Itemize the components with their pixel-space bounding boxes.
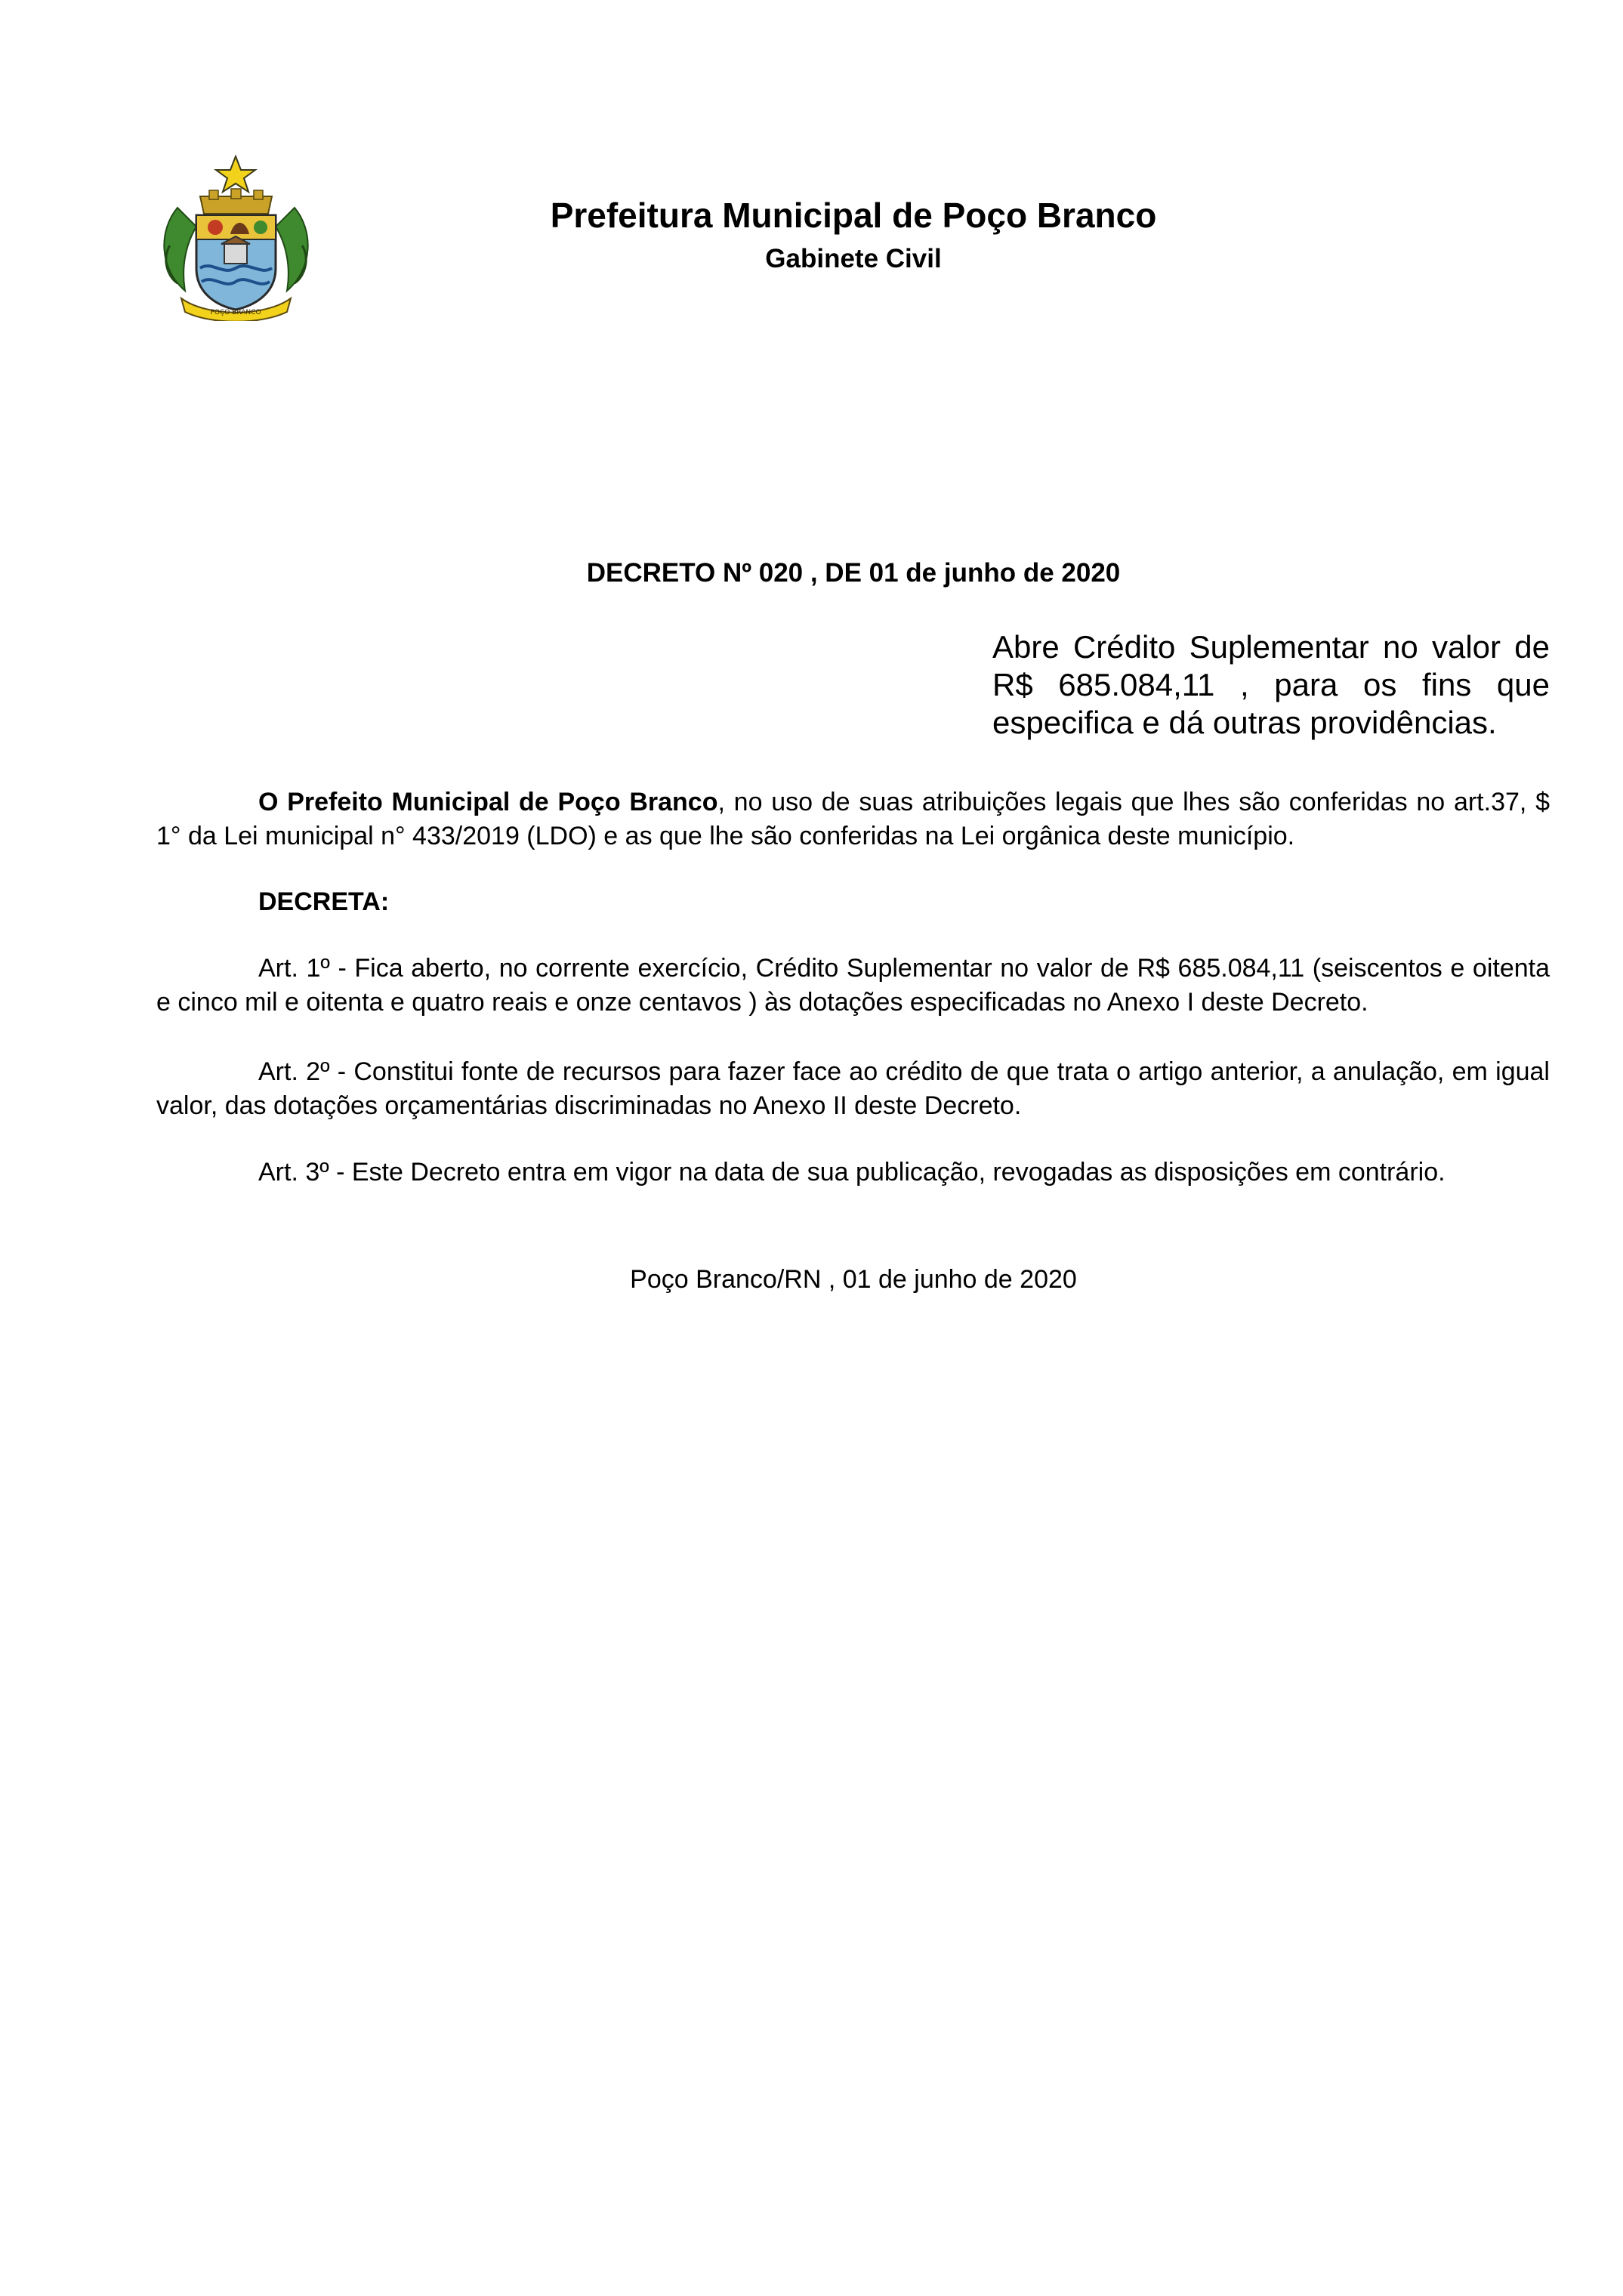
article-2: Art. 2º - Constitui fonte de recursos para fazer face ao crédito de que trata o artigo anterior, a anulação, em igual valor, das dotações orçamentárias discriminadas no Anexo II deste Decreto. bbox=[156, 1057, 1550, 1120]
preamble-text: , no uso de suas atribuições legais que lhes são conferidas no art.37, $ 1° da Lei municipal n° 433/2019 (LDO) e as que lhe são conferidas na Lei orgânica deste município. bbox=[156, 788, 1550, 850]
letterhead bbox=[0, 193, 1623, 280]
svg-text:POÇO BRANCO: POÇO BRANCO bbox=[210, 309, 261, 316]
decree-summary: Abre Crédito Suplementar no valor de R$ 685.084,11 , para os fins que especifica e dá outras providências. bbox=[992, 629, 1550, 740]
place-and-date: Poço Branco/RN , 01 de junho de 2020 bbox=[630, 1265, 1077, 1294]
decree-title: DECRETO Nº 020 , DE 01 de junho de 2020 bbox=[586, 558, 1121, 588]
organization-name: Prefeitura Municipal de Poço Branco bbox=[550, 196, 1157, 235]
department-name: Gabinete Civil bbox=[765, 244, 942, 273]
article-3: Art. 3º - Este Decreto entra em vigor na data de sua publicação, revogadas as disposições em contrário. bbox=[258, 1158, 1446, 1187]
preamble-paragraph bbox=[156, 785, 1550, 853]
decreta-heading: DECRETA: bbox=[258, 887, 390, 916]
preamble-subject: O Prefeito Municipal de Poço Branco bbox=[258, 788, 718, 816]
article-1: Art. 1º - Fica aberto, no corrente exercício, Crédito Suplementar no valor de R$ 685.084,11 (seiscentos e oitenta e cinco mil e oitenta e quatro reais e onze centavos ) às dotações especificadas no Anexo I deste Decreto. bbox=[156, 954, 1550, 1017]
